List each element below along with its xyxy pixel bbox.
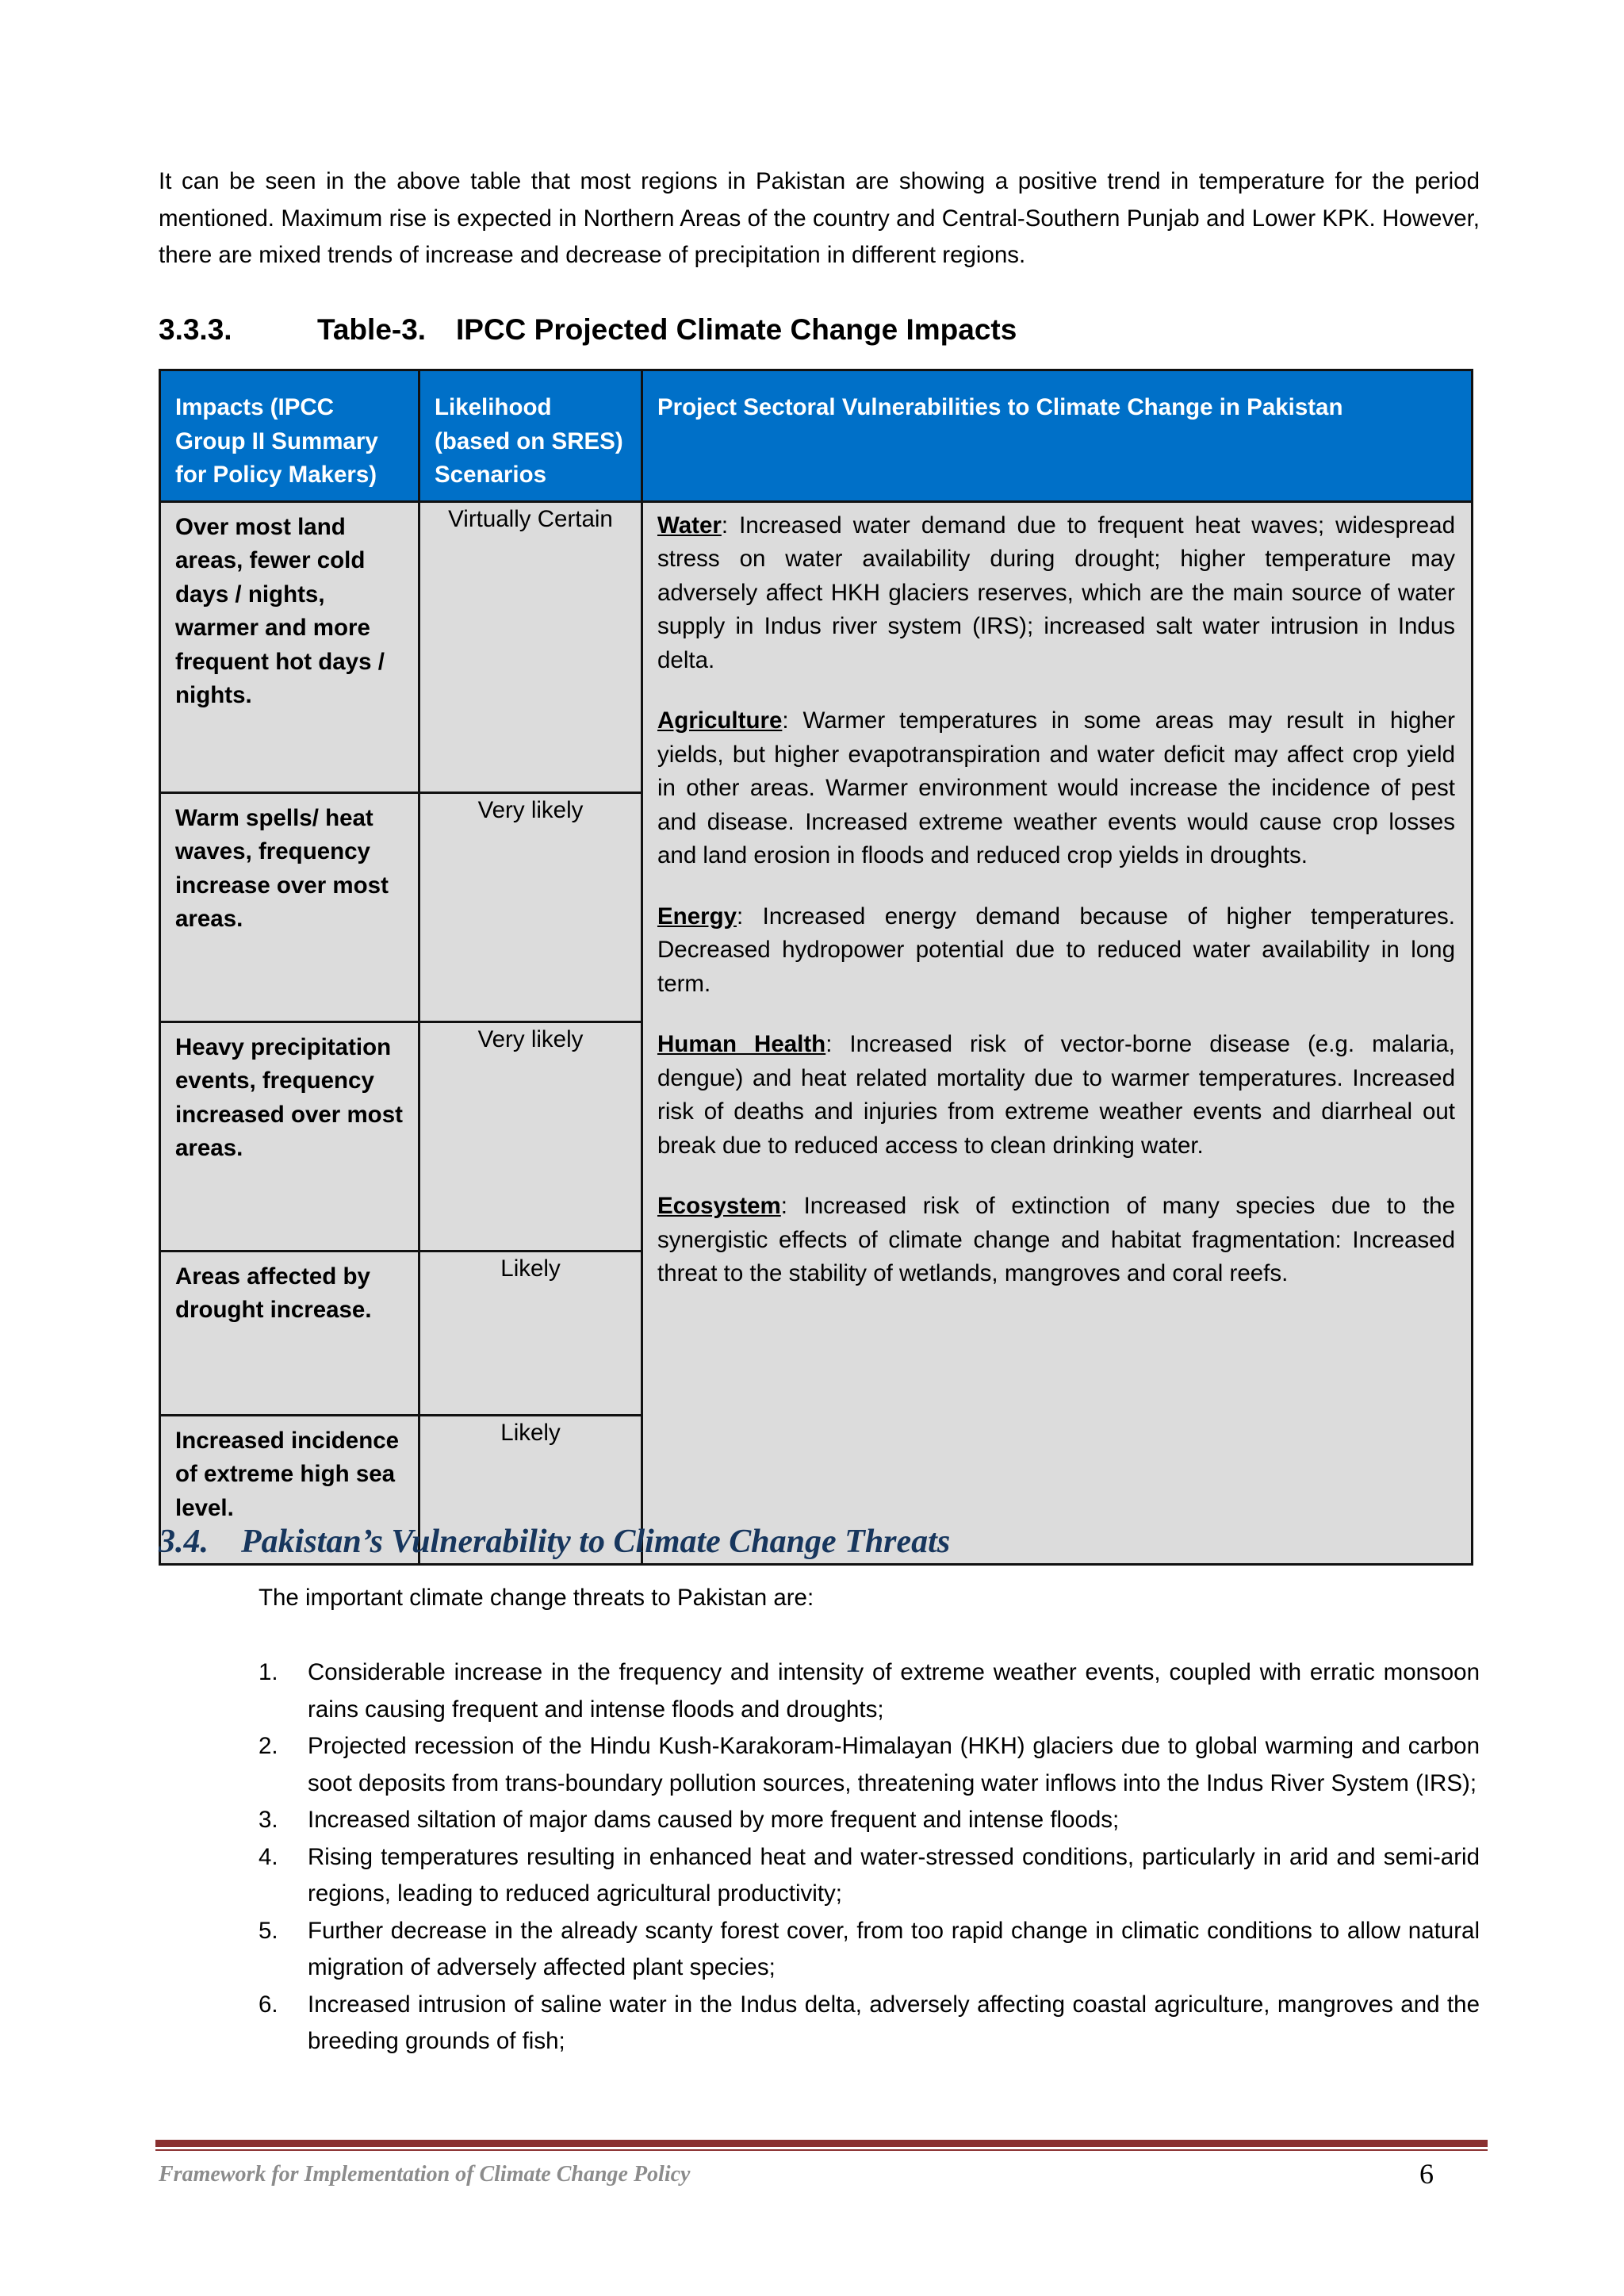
threats-list [259, 1654, 1480, 2060]
impact-cell: Over most land areas, fewer cold days / nights, warmer and more frequent hot days / nights. [160, 501, 419, 792]
sector-label: Water [657, 512, 722, 539]
likelihood-cell: Very likely [419, 792, 642, 1022]
list-item [259, 1728, 1480, 1802]
header-likelihood: Likelihood (based on SRES) Scenarios [419, 370, 642, 502]
table-header-row [160, 370, 1473, 502]
list-text: Increased intrusion of saline water in the Indus delta, adversely affecting coastal agriculture, mangroves and the breeding grounds of fish; [308, 1991, 1480, 2054]
footer-text: Framework for Implementation of Climate Change Policy [159, 2162, 691, 2187]
list-number: 6. [259, 1991, 278, 2018]
vulnerability-human-health [657, 1028, 1455, 1163]
list-text: Increased siltation of major dams caused by more frequent and intense floods; [308, 1807, 1120, 1833]
impact-cell: Heavy precipitation events, frequency increased over most areas. [160, 1022, 419, 1251]
threats-intro: The important climate change threats to Pakistan are: [259, 1585, 814, 1611]
vulnerabilities-cell [642, 501, 1473, 1564]
list-item [259, 1839, 1480, 1913]
section-heading-3-4 [159, 1523, 950, 1561]
sector-text: : Increased risk of vector-borne disease (e.g. malaria, dengue) and heat related mortality due to warmer temperatures. Increased risk of deaths and injuries from extreme weather events and diarrheal out break due to reduced access to clean drinking water. [657, 1031, 1455, 1159]
sector-text: : Warmer temperatures in some areas may result in higher yields, but higher evapotranspiration and water deficit may affect crop yield in other areas. Warmer environment would increase the incidence of pest and disease. Increased extreme weather events would cause crop losses and land erosion in floods and reduced crop yields in droughts. [657, 707, 1455, 868]
section-title: IPCC Projected Climate Change Impacts [456, 313, 1017, 346]
table-label: Table-3. [317, 313, 427, 346]
sector-text: : Increased risk of extinction of many species due to the synergistic effects of climate change and habitat fragmentation: Increased threat to the stability of wetlands, mangroves and coral reefs. [657, 1193, 1455, 1286]
list-text: Further decrease in the already scanty forest cover, from too rapid change in climatic conditions to allow natural migration of adversely affected plant species; [308, 1917, 1480, 1980]
list-item [259, 1987, 1480, 2060]
impact-cell: Areas affected by drought increase. [160, 1251, 419, 1415]
vulnerability-energy [657, 900, 1455, 1002]
section-number: 3.3.3. [159, 313, 232, 346]
list-number: 1. [259, 1659, 278, 1685]
likelihood-cell: Likely [419, 1251, 642, 1415]
list-number: 3. [259, 1807, 278, 1833]
list-item [259, 1654, 1480, 1728]
intro-paragraph: It can be seen in the above table that most regions in Pakistan are showing a positive trend in temperature for the period mentioned. Maximum rise is expected in Northern Areas of the country and Central-Southern Punjab and Lower KPK. However, there are mixed trends of increase and decrease of precipitation in different regions. [159, 168, 1480, 268]
likelihood-cell: Very likely [419, 1022, 642, 1251]
list-text: Rising temperatures resulting in enhanced heat and water-stressed conditions, particularly in arid and semi-arid regions, leading to reduced agricultural productivity; [308, 1843, 1480, 1907]
list-item [259, 1913, 1480, 1987]
vulnerability-ecosystem [657, 1190, 1455, 1291]
footer-rule-thick [155, 2140, 1488, 2147]
header-impacts: Impacts (IPCC Group II Summary for Policy Makers) [160, 370, 419, 502]
impact-cell: Increased incidence of extreme high sea level. [160, 1415, 419, 1564]
list-number: 2. [259, 1733, 278, 1759]
table-row [160, 501, 1473, 792]
vulnerability-water [657, 509, 1455, 678]
list-item [259, 1802, 1480, 1839]
sector-label: Agriculture [657, 707, 783, 734]
likelihood-cell: Likely [419, 1415, 642, 1564]
vulnerability-agriculture [657, 704, 1455, 873]
sector-text: : Increased water demand due to frequent heat waves; widespread stress on water availability during drought; higher temperature may adversely affect HKH glaciers reserves, which are the main source of water supply in Indus river system (IRS); increased salt water intrusion in Indus delta. [657, 512, 1455, 673]
header-vulnerabilities: Project Sectoral Vulnerabilities to Climate Change in Pakistan [642, 370, 1473, 502]
section-number: 3.4. [159, 1524, 209, 1560]
sector-label: Energy [657, 903, 737, 930]
list-number: 5. [259, 1917, 278, 1944]
list-text: Considerable increase in the frequency and intensity of extreme weather events, coupled with erratic monsoon rains causing frequent and intense floods and droughts; [308, 1659, 1480, 1723]
section-title: Pakistan’s Vulnerability to Climate Change Threats [241, 1524, 951, 1560]
likelihood-cell: Virtually Certain [419, 501, 642, 792]
sector-label: Ecosystem [657, 1193, 781, 1219]
list-number: 4. [259, 1843, 278, 1870]
ipcc-impacts-table [159, 369, 1473, 1566]
list-text: Projected recession of the Hindu Kush-Karakoram-Himalayan (HKH) glaciers due to global warming and carbon soot deposits from trans-boundary pollution sources, threatening water inflows into the Indus River System (IRS); [308, 1733, 1480, 1796]
page-number: 6 [1419, 2158, 1434, 2190]
section-heading-3-3-3 [159, 313, 1017, 347]
impact-cell: Warm spells/ heat waves, frequency increase over most areas. [160, 792, 419, 1022]
sector-label: Human Health [657, 1031, 826, 1057]
footer-rule-thin [155, 2149, 1488, 2151]
sector-text: : Increased energy demand because of higher temperatures. Decreased hydropower potential due to reduced water availability in long term. [657, 903, 1455, 997]
